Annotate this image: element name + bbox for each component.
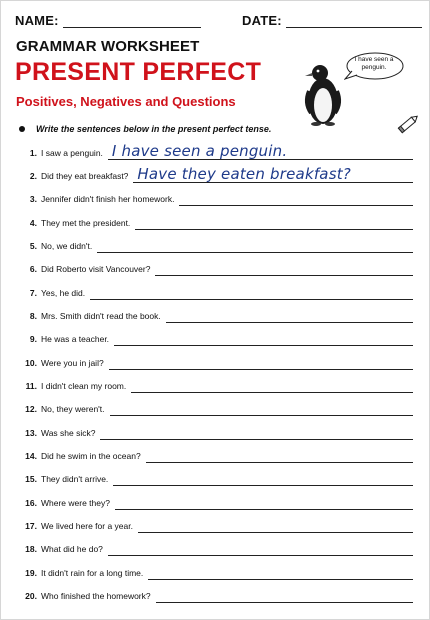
- answer-line[interactable]: [113, 471, 413, 486]
- question-item: [19, 587, 413, 603]
- answer-line[interactable]: [156, 588, 413, 603]
- question-item: [19, 400, 413, 416]
- question-number: 17.: [25, 521, 37, 531]
- question-item: [19, 354, 413, 370]
- question-number: 16.: [25, 498, 37, 508]
- pencil-icon: [395, 111, 421, 137]
- date-field: [242, 13, 422, 28]
- question-item: [19, 377, 413, 393]
- answer-line[interactable]: [138, 518, 413, 533]
- question-number: 13.: [25, 428, 37, 438]
- answer-line[interactable]: [97, 238, 413, 253]
- answer-line[interactable]: [155, 261, 413, 276]
- bullet-icon: [19, 126, 25, 132]
- question-number: 6.: [29, 264, 37, 274]
- answer-line[interactable]: [90, 285, 413, 300]
- question-prompt: They met the president.: [41, 218, 131, 228]
- question-item: [19, 447, 413, 463]
- answer-line[interactable]: [110, 401, 413, 416]
- worksheet-subtitle: Positives, Negatives and Questions: [16, 94, 236, 109]
- worksheet-topic: PRESENT PERFECT: [15, 58, 262, 86]
- question-item: [19, 284, 413, 300]
- answer-line[interactable]: [108, 142, 413, 160]
- question-prompt: Jennifer didn't finish her homework.: [41, 194, 175, 204]
- question-number: 15.: [25, 474, 37, 484]
- question-item: [19, 517, 413, 533]
- handwritten-answer: Have they eaten breakfast?: [137, 165, 351, 183]
- question-item: [19, 144, 413, 160]
- question-number: 19.: [25, 568, 37, 578]
- answer-line[interactable]: [114, 331, 413, 346]
- answer-line[interactable]: [166, 308, 413, 323]
- question-item: [19, 237, 413, 253]
- instruction-text: Write the sentences below in the present perfect tense.: [36, 124, 272, 134]
- date-input-line[interactable]: [286, 15, 422, 28]
- question-number: 2.: [29, 171, 37, 181]
- date-label: DATE:: [242, 13, 282, 28]
- question-number: 1.: [29, 148, 37, 158]
- question-number: 4.: [29, 218, 37, 228]
- question-prompt: It didn't rain for a long time.: [41, 568, 144, 578]
- question-prompt: Was she sick?: [41, 428, 96, 438]
- question-number: 14.: [25, 451, 37, 461]
- question-prompt: We lived here for a year.: [41, 521, 133, 531]
- name-input-line[interactable]: [63, 15, 201, 28]
- answer-line[interactable]: [146, 448, 413, 463]
- answer-line[interactable]: [109, 355, 413, 370]
- question-number: 10.: [25, 358, 37, 368]
- worksheet-title: GRAMMAR WORKSHEET: [16, 38, 200, 55]
- question-prompt: No, they weren't.: [41, 404, 105, 414]
- question-item: [19, 167, 413, 183]
- question-number: 12.: [25, 404, 37, 414]
- answer-line[interactable]: [179, 191, 413, 206]
- question-number: 11.: [25, 381, 37, 391]
- question-item: [19, 564, 413, 580]
- question-number: 3.: [29, 194, 37, 204]
- answer-line[interactable]: [148, 565, 413, 580]
- question-prompt: Did Roberto visit Vancouver?: [41, 264, 151, 274]
- question-prompt: Who finished the homework?: [41, 591, 151, 601]
- answer-line[interactable]: [133, 165, 413, 183]
- question-prompt: No, we didn't.: [41, 241, 93, 251]
- question-item: [19, 307, 413, 323]
- question-prompt: Mrs. Smith didn't read the book.: [41, 311, 161, 321]
- question-item: [19, 190, 413, 206]
- question-prompt: They didn't arrive.: [41, 474, 109, 484]
- question-item: [19, 214, 413, 230]
- question-prompt: Where were they?: [41, 498, 110, 508]
- question-prompt: I didn't clean my room.: [41, 381, 127, 391]
- answer-line[interactable]: [135, 215, 413, 230]
- question-item: [19, 494, 413, 510]
- penguin-icon: [301, 61, 345, 127]
- question-number: 9.: [29, 334, 37, 344]
- question-prompt: Yes, he did.: [41, 288, 86, 298]
- question-number: 5.: [29, 241, 37, 251]
- question-item: [19, 260, 413, 276]
- question-prompt: I saw a penguin.: [41, 148, 103, 158]
- name-field: [15, 13, 201, 28]
- answer-line[interactable]: [131, 378, 413, 393]
- question-prompt: Were you in jail?: [41, 358, 104, 368]
- answer-line[interactable]: [115, 495, 413, 510]
- answer-line[interactable]: [108, 541, 413, 556]
- handwritten-answer: I have seen a penguin.: [111, 142, 288, 160]
- question-number: 18.: [25, 544, 37, 554]
- question-number: 20.: [25, 591, 37, 601]
- question-prompt: Did they eat breakfast?: [41, 171, 129, 181]
- question-prompt: What did he do?: [41, 544, 103, 554]
- question-number: 8.: [29, 311, 37, 321]
- question-prompt: Did he swim in the ocean?: [41, 451, 141, 461]
- question-item: [19, 330, 413, 346]
- answer-line[interactable]: [100, 425, 413, 440]
- question-item: [19, 540, 413, 556]
- question-item: [19, 424, 413, 440]
- question-number: 7.: [29, 288, 37, 298]
- question-prompt: He was a teacher.: [41, 334, 110, 344]
- name-label: NAME:: [15, 13, 59, 28]
- instruction: [19, 124, 271, 134]
- speech-bubble-text: I have seen a penguin.: [354, 56, 394, 71]
- question-item: [19, 470, 413, 486]
